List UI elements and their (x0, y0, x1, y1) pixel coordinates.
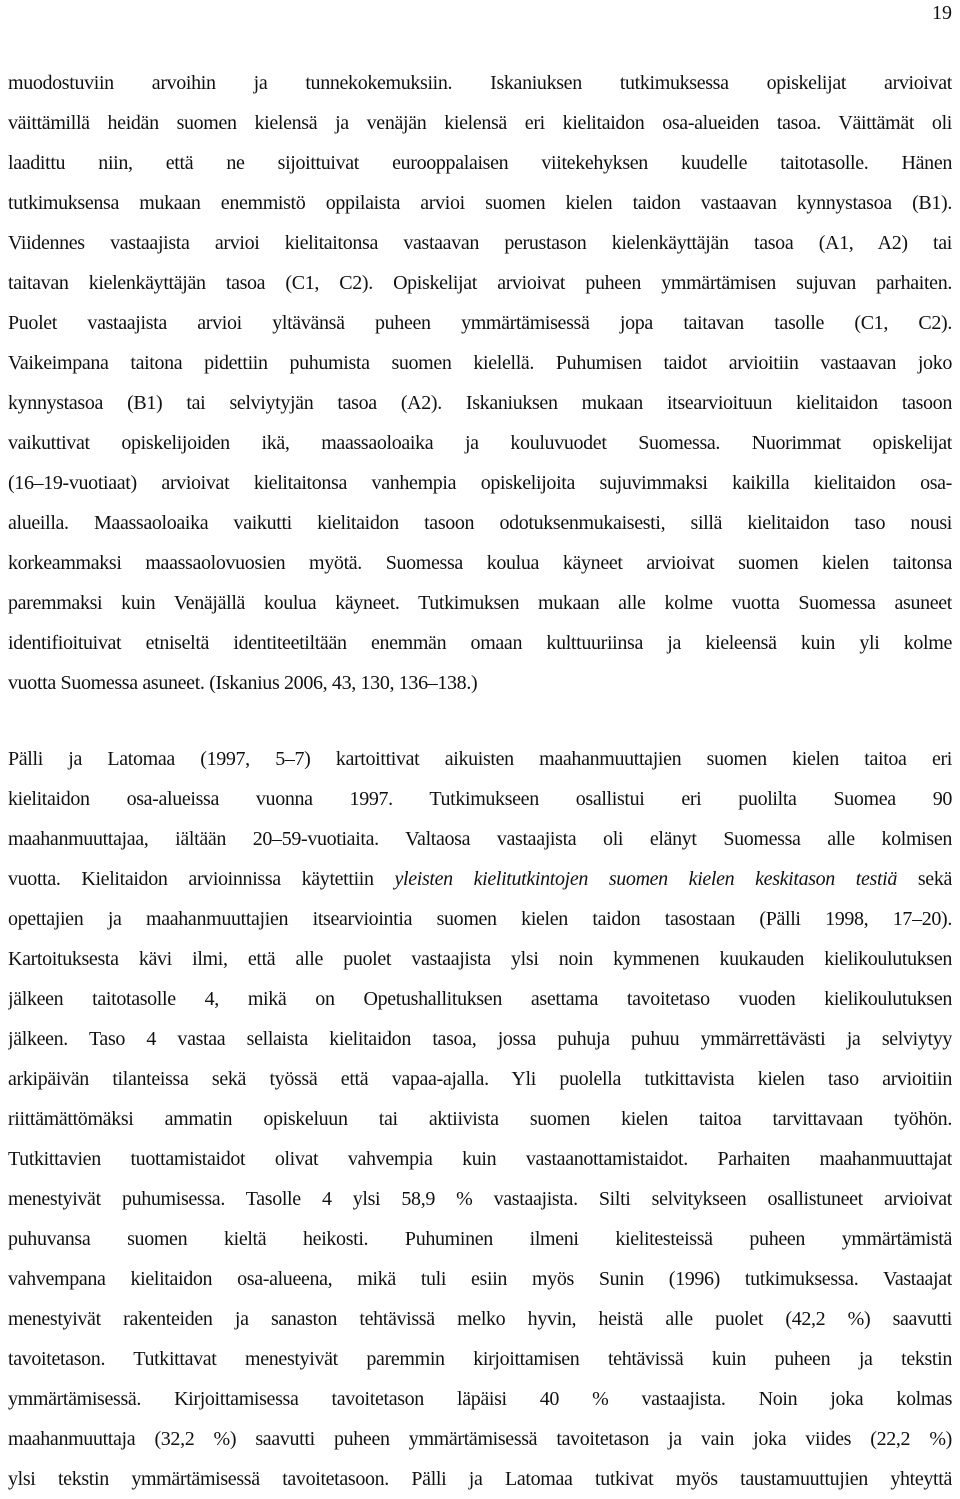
text-line: vahvempana kielitaidon osa-alueena, mikä tuli esiin myös Sunin (1996) tutkimuksessa. Vastaajat (8, 1268, 952, 1290)
text-line: Viidennes vastaajista arvioi kielitaitonsa vastaavan perustason kielenkäyttäjän tasoa (A1, A2) tai (8, 232, 952, 254)
line-end: sekä (917, 868, 952, 890)
text-line: tavoitetason. Tutkittavat menestyivät paremmin kirjoittamisen tehtävissä kuin puheen ja tekstin (8, 1348, 952, 1370)
line-start: vuotta. Kielitaidon arvioinnissa käytettiin (8, 868, 374, 890)
text-line: Vaikeimpana taitona pidettiin puhumista suomen kielellä. Puhumisen taidot arvioitiin vastaavan joko (8, 352, 952, 374)
text-line: alueilla. Maassaoloaika vaikutti kielitaidon tasoon odotuksenmukaisesti, sillä kielitaidon taso nousi (8, 512, 952, 534)
italic-test-name: yleisten kielitutkintojen suomen kielen keskitason testiä (394, 868, 898, 890)
text-line: tutkimuksensa mukaan enemmistö oppilaista arvioi suomen kielen taidon vastaavan kynnystasoa (B1). (8, 192, 952, 214)
page-number: 19 (932, 2, 952, 24)
text-line: jälkeen. Taso 4 vastaa sellaista kielitaidon tasoa, jossa puhuja puhuu ymmärrettävästi ja selviytyy (8, 1028, 952, 1050)
paragraph-iskanius-study (8, 63, 952, 703)
text-line: menestyivät rakenteiden ja sanaston tehtävissä melko hyvin, heistä alle puolet (42,2 %) saavutti (8, 1308, 952, 1330)
text-line: puhuvansa suomen kieltä heikosti. Puhuminen ilmeni kielitesteissä puheen ymmärtämistä (8, 1228, 952, 1250)
paragraph-palli-latomaa-study (8, 739, 952, 1499)
text-line: vuotta Suomessa asuneet. (Iskanius 2006, 43, 130, 136–138.) (8, 672, 478, 694)
text-line: Tutkittavien tuottamistaidot olivat vahvempia kuin vastaanottamistaidot. Parhaiten maahanmuuttajat (8, 1148, 952, 1170)
text-line: kielitaidon osa-alueissa vuonna 1997. Tutkimukseen osallistui eri puolilta Suomea 90 (8, 788, 952, 810)
text-line: maahanmuuttajaa, iältään 20–59-vuotiaita. Valtaosa vastaajista oli elänyt Suomessa alle kolmisen (8, 828, 952, 850)
text-line: Puolet vastaajista arvioi yltävänsä puheen ymmärtämisessä jopa taitavan tasolle (C1, C2). (8, 312, 952, 334)
text-line: paremmaksi kuin Venäjällä koulua käyneet. Tutkimuksen mukaan alle kolme vuotta Suomessa asuneet (8, 592, 952, 614)
text-line: taitavan kielenkäyttäjän tasoa (C1, C2). Opiskelijat arvioivat puheen ymmärtämisen sujuvan parhaiten. (8, 272, 952, 294)
text-line: korkeammaksi maassaolovuosien myötä. Suomessa koulua käyneet arvioivat suomen kielen taitonsa (8, 552, 952, 574)
text-line: opettajien ja maahanmuuttajien itsearviointia suomen kielen taidon tasostaan (Pälli 1998, 17–20). (8, 908, 952, 930)
text-line: kynnystasoa (B1) tai selviytyjän tasoa (A2). Iskaniuksen mukaan itsearvioituun kielitaidon tasoon (8, 392, 952, 414)
text-line: muodostuviin arvoihin ja tunnekokemuksiin. Iskaniuksen tutkimuksessa opiskelijat arvioivat (8, 72, 952, 94)
text-line: vaikuttivat opiskelijoiden ikä, maassaoloaika ja kouluvuodet Suomessa. Nuorimmat opiskelijat (8, 432, 952, 454)
text-line: riittämättömäksi ammatin opiskeluun tai aktiivista suomen kielen taitoa tarvittavaan työhön. (8, 1108, 952, 1130)
text-line: Kartoituksesta kävi ilmi, että alle puolet vastaajista ylsi noin kymmenen kuukauden kielikoulutuksen (8, 948, 952, 970)
text-line-with-italic (8, 859, 952, 899)
text-line: jälkeen taitotasolle 4, mikä on Opetushallituksen asettama tavoitetaso vuoden kielikoulutuksen (8, 988, 952, 1010)
text-line: Pälli ja Latomaa (1997, 5–7) kartoittivat aikuisten maahanmuuttajien suomen kielen taitoa eri (8, 748, 952, 770)
text-line: laadittu niin, että ne sijoittuivat eurooppalaisen viitekehyksen kuudelle taitotasolle. Hänen (8, 152, 952, 174)
text-line: väittämillä heidän suomen kielensä ja venäjän kielensä eri kielitaidon osa-alueiden tasoa. Väittämät oli (8, 112, 952, 134)
text-line: identifioituivat etniseltä identiteetiltään enemmän omaan kulttuuriinsa ja kieleensä kuin yli kolme (8, 632, 952, 654)
text-line: menestyivät puhumisessa. Tasolle 4 ylsi 58,9 % vastaajista. Silti selvitykseen osallistuneet arvioivat (8, 1188, 952, 1210)
text-line: arkipäivän tilanteissa sekä työssä että vapaa-ajalla. Yli puolella tutkittavista kielen taso arvioitiin (8, 1068, 952, 1090)
text-line: (16–19-vuotiaat) arvioivat kielitaitonsa vanhempia opiskelijoita sujuvimmaksi kaikilla kielitaidon osa- (8, 472, 952, 494)
text-line: ylsi tekstin ymmärtämisessä tavoitetasoon. Pälli ja Latomaa tutkivat myös taustamuuttujien yhteyttä (8, 1468, 952, 1490)
text-line: ymmärtämisessä. Kirjoittamisessa tavoitetason läpäisi 40 % vastaajista. Noin joka kolmas (8, 1388, 952, 1410)
text-line: maahanmuuttaja (32,2 %) saavutti puheen ymmärtämisessä tavoitetason ja vain joka viides (22,2 %) (8, 1428, 952, 1450)
